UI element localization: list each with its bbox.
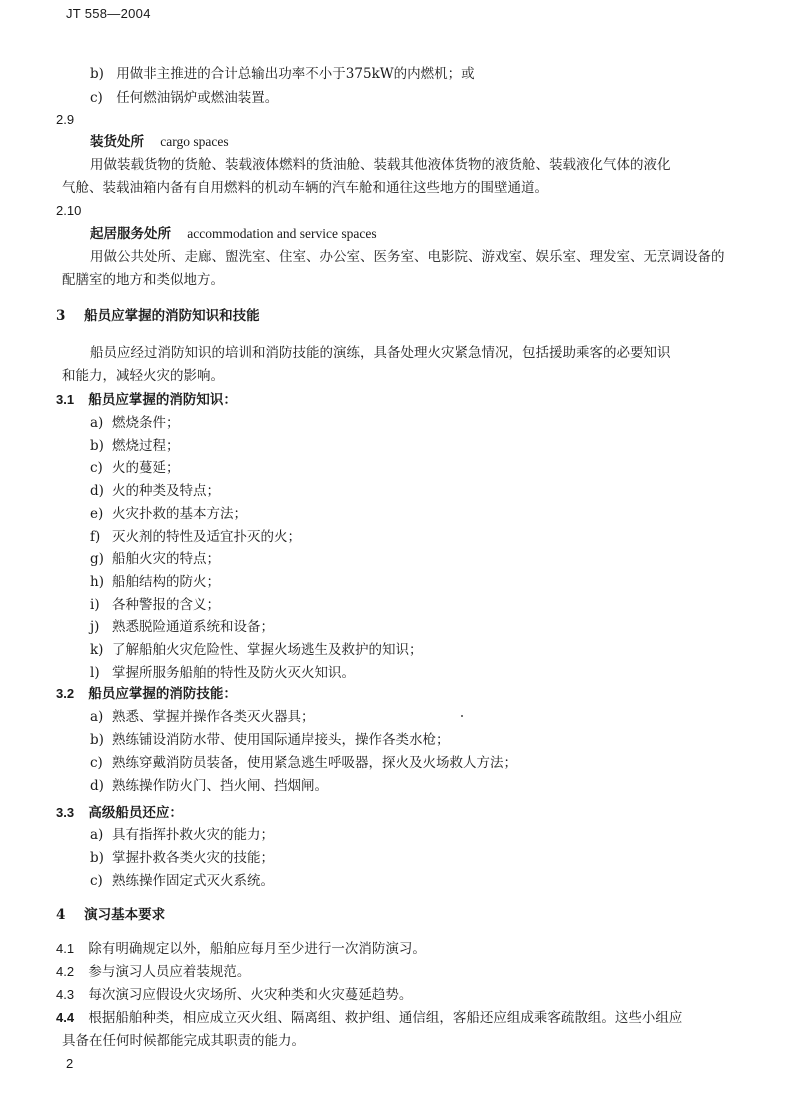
item-text: 掌握所服务船舶的特性及防火灭火知识。 [112, 664, 355, 681]
item-label: a) [90, 709, 104, 725]
list-item [90, 617, 274, 637]
item-text: 燃烧过程； [112, 437, 180, 454]
list-item [90, 572, 220, 592]
clause-title: 船员应掌握的消防知识： [88, 392, 237, 408]
list-item [90, 64, 475, 84]
list-item [90, 825, 274, 845]
item-label: b) [90, 732, 104, 748]
list-item [90, 527, 301, 547]
item-text: 了解船舶火灾危险性、掌握火场逃生及救护的知识； [112, 642, 423, 658]
clause-heading [56, 390, 237, 410]
list-item [90, 753, 517, 773]
item-text: 火的种类及特点； [112, 483, 220, 500]
clause-title: 船员应掌握的消防技能： [88, 686, 237, 702]
item-text: 灭火剂的特性及适宜扑灭的火； [112, 528, 301, 545]
item-label: c) [90, 90, 103, 106]
clause-text: 除有明确规定以外，船舶应每月至少进行一次消防演习。 [88, 941, 426, 957]
definition-line: 气舱、装载油箱内备有自用燃料的机动车辆的汽车舱和通往这些地方的围壁通道。 [62, 180, 548, 196]
term-heading [90, 224, 377, 244]
list-item [90, 504, 247, 524]
item-text: 火的蔓延； [112, 460, 180, 477]
clause-number: 4.1 [56, 941, 75, 956]
list-item [90, 481, 220, 501]
term-en: cargo spaces [160, 134, 229, 149]
item-text: 掌握扑救各类火灾的技能； [112, 850, 274, 866]
speck [461, 715, 463, 717]
item-text: 熟练操作固定式灭火系统。 [112, 873, 274, 889]
item-text: 船舶火灾的特点； [112, 551, 220, 568]
clause-number: 3.2 [56, 686, 75, 701]
clause-number: 2.9 [56, 112, 75, 127]
item-label: b) [90, 850, 104, 866]
list-item [90, 776, 328, 796]
clause-text: 根据船舶种类，相应成立灭火组、隔离组、救护组、通信组，客船还应组成乘客疏散组。这些小组应 [88, 1010, 683, 1026]
clause-number: 4.4 [56, 1010, 75, 1025]
item-label: b) [90, 66, 104, 82]
definition-line: 用做装载货物的货舱、装载液体燃料的货油舱、装载其他液体货物的液货舱、装载液化气体的液化 [90, 157, 671, 173]
item-label: k) [90, 642, 104, 658]
item-label: a) [90, 827, 104, 843]
clause-heading [56, 684, 237, 704]
clause-number: 4.2 [56, 964, 75, 979]
clause-heading [56, 803, 183, 823]
clause-number: 2.10 [56, 203, 82, 218]
item-text: 任何燃油锅炉或燃油装置。 [116, 90, 279, 106]
clause-line [56, 985, 412, 1005]
list-item [90, 871, 274, 891]
list-item [90, 848, 274, 868]
list-item [90, 88, 278, 108]
paragraph-line: 和能力，减轻火灾的影响。 [62, 368, 224, 384]
item-text: 火灾扑救的基本方法； [112, 505, 247, 522]
item-label: a) [90, 415, 104, 431]
item-label: l) [90, 664, 100, 681]
item-label: d) [90, 483, 104, 500]
item-label: h) [90, 573, 104, 590]
item-label: b) [90, 437, 104, 454]
section-heading [56, 905, 165, 925]
clause-number: 4.3 [56, 987, 75, 1002]
item-label: e) [90, 505, 104, 522]
item-text: 船舶结构的防火； [112, 573, 220, 590]
clause-title: 高级船员还应： [88, 805, 183, 821]
clause-line-continued: 具备在任何时候都能完成其职责的能力。 [62, 1033, 305, 1049]
clause-number: 3.1 [56, 392, 75, 407]
clause-text: 参与演习人员应着装规范。 [88, 964, 251, 980]
item-text: 用做非主推进的合计总输出功率不小于375kW的内燃机；或 [116, 66, 475, 82]
paragraph-line: 船员应经过消防知识的培训和消防技能的演练，具备处理火灾紧急情况，包括援助乘客的必要知识 [90, 345, 671, 361]
clause-line [56, 1008, 682, 1028]
clause-text: 每次演习应假设火灾场所、火灾种类和火灾蔓延趋势。 [88, 987, 413, 1003]
item-text: 各种警报的含义； [112, 596, 220, 613]
item-text: 熟练铺设消防水带、使用国际通岸接头，操作各类水枪； [112, 732, 450, 748]
clause-line [56, 962, 250, 982]
item-label: c) [90, 873, 103, 889]
section-number: 3 [56, 308, 66, 324]
section-heading [56, 306, 260, 326]
definition-line: 用做公共处所、走廊、盥洗室、住室、办公室、医务室、电影院、游戏室、娱乐室、理发室、无烹调设备的 [90, 249, 725, 265]
item-label: i) [90, 596, 100, 613]
list-item [90, 663, 355, 683]
item-label: g) [90, 551, 104, 568]
item-label: f) [90, 528, 101, 545]
item-text: 熟练操作防火门、挡火闸、挡烟闸。 [112, 778, 328, 794]
list-item [90, 436, 180, 456]
term-cn: 起居服务处所 [90, 226, 171, 242]
item-text: 燃烧条件； [112, 415, 180, 431]
section-title: 演习基本要求 [84, 907, 166, 923]
item-label: c) [90, 755, 103, 771]
definition-line: 配膳室的地方和类似地方。 [62, 272, 224, 288]
clause-line [56, 939, 426, 959]
list-item [90, 595, 220, 615]
term-cn: 装货处所 [90, 134, 144, 150]
clause-number: 3.3 [56, 805, 75, 820]
term-en: accommodation and service spaces [187, 226, 377, 241]
item-label: c) [90, 460, 103, 477]
list-item [90, 458, 180, 478]
standard-code-header: JT 558—2004 [66, 6, 151, 21]
page-number: 2 [66, 1056, 74, 1071]
list-item [90, 707, 315, 727]
item-text: 熟练穿戴消防员装备，使用紧急逃生呼吸器，探火及火场救人方法； [112, 755, 517, 771]
list-item [90, 413, 180, 433]
list-item [90, 640, 423, 660]
item-label: d) [90, 778, 104, 794]
item-label: j) [90, 619, 100, 636]
item-text: 熟悉脱险通道系统和设备； [112, 619, 274, 636]
item-text: 具有指挥扑救火灾的能力； [112, 827, 274, 843]
list-item [90, 549, 220, 569]
item-text: 熟悉、掌握并操作各类灭火器具； [112, 709, 315, 725]
term-heading [90, 132, 229, 152]
list-item [90, 730, 450, 750]
section-title: 船员应掌握的消防知识和技能 [84, 308, 260, 324]
section-number: 4 [56, 907, 66, 923]
